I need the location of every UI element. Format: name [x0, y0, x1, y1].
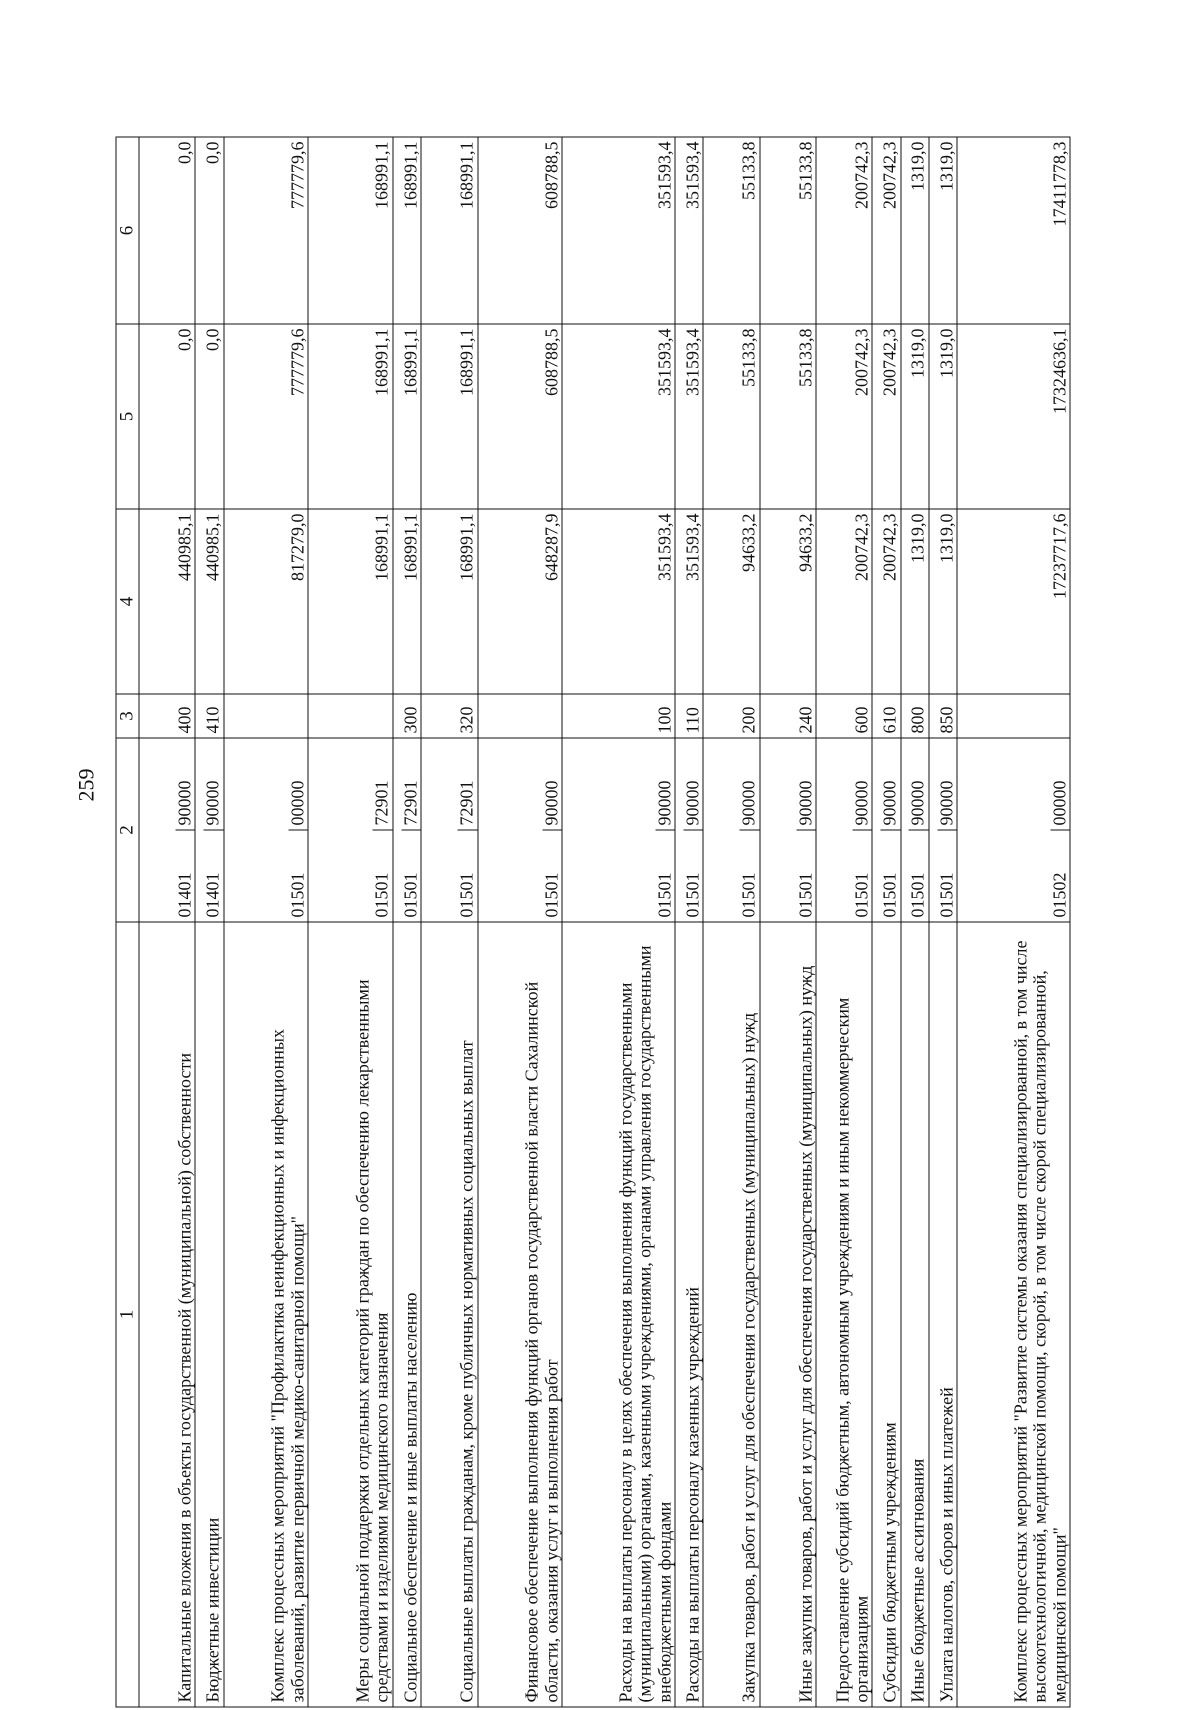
table-body — [139, 137, 1070, 1707]
row-value-col6: 608788,5 — [478, 137, 563, 324]
row-value-col4: 351593,4 — [675, 509, 703, 694]
row-value-col5: 0,0 — [139, 324, 195, 509]
row-code-program: 01501 — [909, 830, 928, 922]
row-code-program: 01501 — [683, 830, 702, 922]
row-value-col6: 1319,0 — [929, 137, 957, 324]
row-value-col6: 168991,1 — [421, 137, 477, 324]
row-value-col6: 200742,3 — [816, 137, 872, 324]
row-value-col5: 168991,1 — [421, 324, 477, 509]
row-name-cell: Иные закупки товаров, работ и услуг для обеспечения государственных (муниципальных) нужд — [760, 922, 816, 1707]
row-code-pair — [140, 739, 195, 922]
row-value-col4: 440985,1 — [195, 509, 223, 694]
row-name-cell: Иные бюджетные ассигнования — [901, 922, 929, 1707]
page-number: 259 — [73, 768, 99, 802]
row-value-col4: 1319,0 — [929, 509, 957, 694]
row-value-col5: 55133,8 — [703, 324, 759, 509]
row-value-col4: 17237717,6 — [957, 509, 1070, 694]
row-kind-cell: 610 — [872, 694, 900, 738]
row-name-cell: Расходы на выплаты персоналу казенных учреждений — [675, 922, 703, 1707]
row-code-cell — [421, 738, 477, 922]
row-kind-cell: 400 — [139, 694, 195, 738]
row-code-direction: 90000 — [682, 780, 703, 826]
row-value-col4: 1319,0 — [901, 509, 929, 694]
row-code-direction: 90000 — [174, 780, 195, 826]
row-name-cell: Социальное обеспечение и иные выплаты населению — [393, 922, 421, 1707]
row-code-program: 01501 — [740, 830, 759, 922]
header-col-4: 4 — [116, 509, 139, 694]
table-row — [195, 137, 223, 1707]
row-code-direction: 90000 — [541, 780, 562, 826]
row-value-col4: 200742,3 — [816, 509, 872, 694]
row-code-program: 01501 — [542, 830, 561, 922]
row-code-direction: 72901 — [456, 780, 477, 826]
row-name-cell: Расходы на выплаты персоналу в целях обеспечения выполнения функций государственными (муниципальными) органами, казенными учреждениями, органами управления государственными внебюджетными фондами — [562, 922, 675, 1707]
row-code-cell — [224, 738, 309, 922]
row-value-col4: 168991,1 — [308, 509, 393, 694]
row-value-col5: 0,0 — [195, 324, 223, 509]
row-code-pair — [422, 739, 477, 922]
table-row — [224, 137, 309, 1707]
row-code-direction: 90000 — [907, 780, 928, 826]
header-col-5: 5 — [116, 324, 139, 509]
row-value-col5: 351593,4 — [562, 324, 675, 509]
row-code-pair — [675, 739, 702, 922]
row-code-direction: 72901 — [400, 780, 421, 826]
table-row — [901, 137, 929, 1707]
row-code-pair — [901, 739, 928, 922]
row-value-col6: 0,0 — [139, 137, 195, 324]
row-kind-cell — [478, 694, 563, 738]
row-code-cell — [901, 738, 929, 922]
row-code-pair — [309, 739, 393, 922]
row-code-program: 01401 — [175, 830, 194, 922]
row-value-col5: 351593,4 — [675, 324, 703, 509]
budget-table — [116, 137, 1071, 1708]
row-value-col6: 200742,3 — [872, 137, 900, 324]
header-col-1: 1 — [116, 922, 139, 1707]
row-name-cell: Меры социальной поддержки отдельных категорий граждан по обеспечению лекарственными средствами и изделиями медицинского назначения — [308, 922, 393, 1707]
row-code-cell — [308, 738, 393, 922]
row-name-cell: Финансовое обеспечение выполнения функций органов государственной власти Сахалинской области, оказания услуг и выполнения работ — [478, 922, 563, 1707]
row-value-col6: 168991,1 — [393, 137, 421, 324]
row-name-cell: Комплекс процессных мероприятий "Профилактика неинфекционных и инфекционных заболеваний, развитие первичной медико-санитарной помощи" — [224, 922, 309, 1707]
row-kind-cell: 300 — [393, 694, 421, 738]
row-value-col6: 55133,8 — [760, 137, 816, 324]
row-code-program: 01501 — [401, 830, 420, 922]
row-kind-cell: 240 — [760, 694, 816, 738]
row-name-cell: Уплата налогов, сборов и иных платежей — [929, 922, 957, 1707]
row-name-cell: Капитальные вложения в объекты государственной (муниципальной) собственности — [139, 922, 195, 1707]
row-code-direction: 00000 — [287, 780, 308, 826]
row-code-cell — [957, 738, 1070, 922]
row-code-direction: 00000 — [1049, 780, 1070, 826]
header-col-2: 2 — [116, 738, 139, 922]
row-code-cell — [816, 738, 872, 922]
row-code-cell — [872, 738, 900, 922]
row-code-program: 01501 — [458, 830, 477, 922]
row-code-program: 01501 — [796, 830, 815, 922]
row-code-cell — [562, 738, 675, 922]
row-code-pair — [817, 739, 872, 922]
header-col-6: 6 — [116, 137, 139, 324]
row-kind-cell: 410 — [195, 694, 223, 738]
row-value-col4: 94633,2 — [703, 509, 759, 694]
row-code-direction: 90000 — [851, 780, 872, 826]
row-code-cell — [760, 738, 816, 922]
row-value-col6: 168991,1 — [308, 137, 393, 324]
row-code-program: 01501 — [655, 830, 674, 922]
row-code-cell — [393, 738, 421, 922]
row-value-col5: 1319,0 — [901, 324, 929, 509]
table-row — [760, 137, 816, 1707]
row-code-pair — [760, 739, 815, 922]
row-code-cell — [478, 738, 563, 922]
table-row — [872, 137, 900, 1707]
row-code-pair — [393, 739, 420, 922]
row-kind-cell: 200 — [703, 694, 759, 738]
row-kind-cell — [308, 694, 393, 738]
row-code-direction: 72901 — [371, 780, 392, 826]
row-kind-cell: 800 — [901, 694, 929, 738]
row-code-program: 01501 — [881, 830, 900, 922]
row-kind-cell: 110 — [675, 694, 703, 738]
row-value-col4: 817279,0 — [224, 509, 309, 694]
row-value-col6: 351593,4 — [675, 137, 703, 324]
row-value-col6: 55133,8 — [703, 137, 759, 324]
row-code-cell — [703, 738, 759, 922]
table-row — [957, 137, 1070, 1707]
row-code-program: 01501 — [853, 830, 872, 922]
row-value-col5: 777779,6 — [224, 324, 309, 509]
row-value-col6: 777779,6 — [224, 137, 309, 324]
row-value-col5: 55133,8 — [760, 324, 816, 509]
row-code-direction: 90000 — [202, 780, 223, 826]
row-code-pair — [929, 739, 956, 922]
table-row — [816, 137, 872, 1707]
row-code-program: 01501 — [373, 830, 392, 922]
row-value-col5: 200742,3 — [872, 324, 900, 509]
table-row — [562, 137, 675, 1707]
row-code-cell — [675, 738, 703, 922]
row-value-col4: 351593,4 — [562, 509, 675, 694]
row-value-col5: 200742,3 — [816, 324, 872, 509]
row-value-col4: 94633,2 — [760, 509, 816, 694]
row-code-direction: 90000 — [879, 780, 900, 826]
table-row — [929, 137, 957, 1707]
row-code-pair — [478, 739, 562, 922]
row-value-col4: 440985,1 — [139, 509, 195, 694]
row-value-col5: 608788,5 — [478, 324, 563, 509]
row-kind-cell — [224, 694, 309, 738]
row-kind-cell: 100 — [562, 694, 675, 738]
table-row — [675, 137, 703, 1707]
budget-table-wrapper — [116, 138, 1071, 1708]
row-value-col5: 168991,1 — [308, 324, 393, 509]
row-name-cell: Предоставление субсидий бюджетным, автономным учреждениям и иным некоммерческим организациям — [816, 922, 872, 1707]
row-name-cell: Субсидии бюджетным учреждениям — [872, 922, 900, 1707]
row-value-col4: 648287,9 — [478, 509, 563, 694]
header-row — [116, 137, 139, 1707]
row-code-pair — [563, 739, 675, 922]
row-code-direction: 90000 — [936, 780, 957, 826]
row-kind-cell: 850 — [929, 694, 957, 738]
row-code-cell — [139, 738, 195, 922]
row-code-cell — [195, 738, 223, 922]
row-code-pair — [704, 739, 759, 922]
row-value-col6: 1319,0 — [901, 137, 929, 324]
table-row — [703, 137, 759, 1707]
row-value-col4: 168991,1 — [393, 509, 421, 694]
row-value-col6: 17411778,3 — [957, 137, 1070, 324]
row-code-direction: 90000 — [654, 780, 675, 826]
row-code-pair — [224, 739, 308, 922]
row-code-cell — [929, 738, 957, 922]
row-value-col6: 0,0 — [195, 137, 223, 324]
table-row — [393, 137, 421, 1707]
row-value-col5: 168991,1 — [393, 324, 421, 509]
table-row — [139, 137, 195, 1707]
row-value-col4: 168991,1 — [421, 509, 477, 694]
table-row — [421, 137, 477, 1707]
row-kind-cell — [957, 694, 1070, 738]
row-kind-cell: 320 — [421, 694, 477, 738]
row-code-pair — [196, 739, 223, 922]
row-value-col5: 1319,0 — [929, 324, 957, 509]
row-kind-cell: 600 — [816, 694, 872, 738]
table-row — [308, 137, 393, 1707]
row-name-cell: Закупка товаров, работ и услуг для обеспечения государственных (муниципальных) нужд — [703, 922, 759, 1707]
row-name-cell: Социальные выплаты гражданам, кроме публичных нормативных социальных выплат — [421, 922, 477, 1707]
row-code-program: 01501 — [288, 830, 307, 922]
row-value-col4: 200742,3 — [872, 509, 900, 694]
row-code-direction: 90000 — [738, 780, 759, 826]
row-code-program: 01502 — [1050, 830, 1069, 922]
row-code-program: 01401 — [204, 830, 223, 922]
table-row — [478, 137, 563, 1707]
row-value-col5: 17324636,1 — [957, 324, 1070, 509]
row-name-cell: Бюджетные инвестиции — [195, 922, 223, 1707]
header-col-3: 3 — [116, 694, 139, 738]
row-value-col6: 351593,4 — [562, 137, 675, 324]
row-code-pair — [958, 739, 1070, 922]
row-code-direction: 90000 — [795, 780, 816, 826]
row-name-cell: Комплекс процессных мероприятий "Развитие системы оказания специализированной, в том числе высокотехнологичной, медицинской помощи, скорой, в том числе скорой специализированной, медицинской помощи" — [957, 922, 1070, 1707]
row-code-pair — [873, 739, 900, 922]
row-code-program: 01501 — [937, 830, 956, 922]
